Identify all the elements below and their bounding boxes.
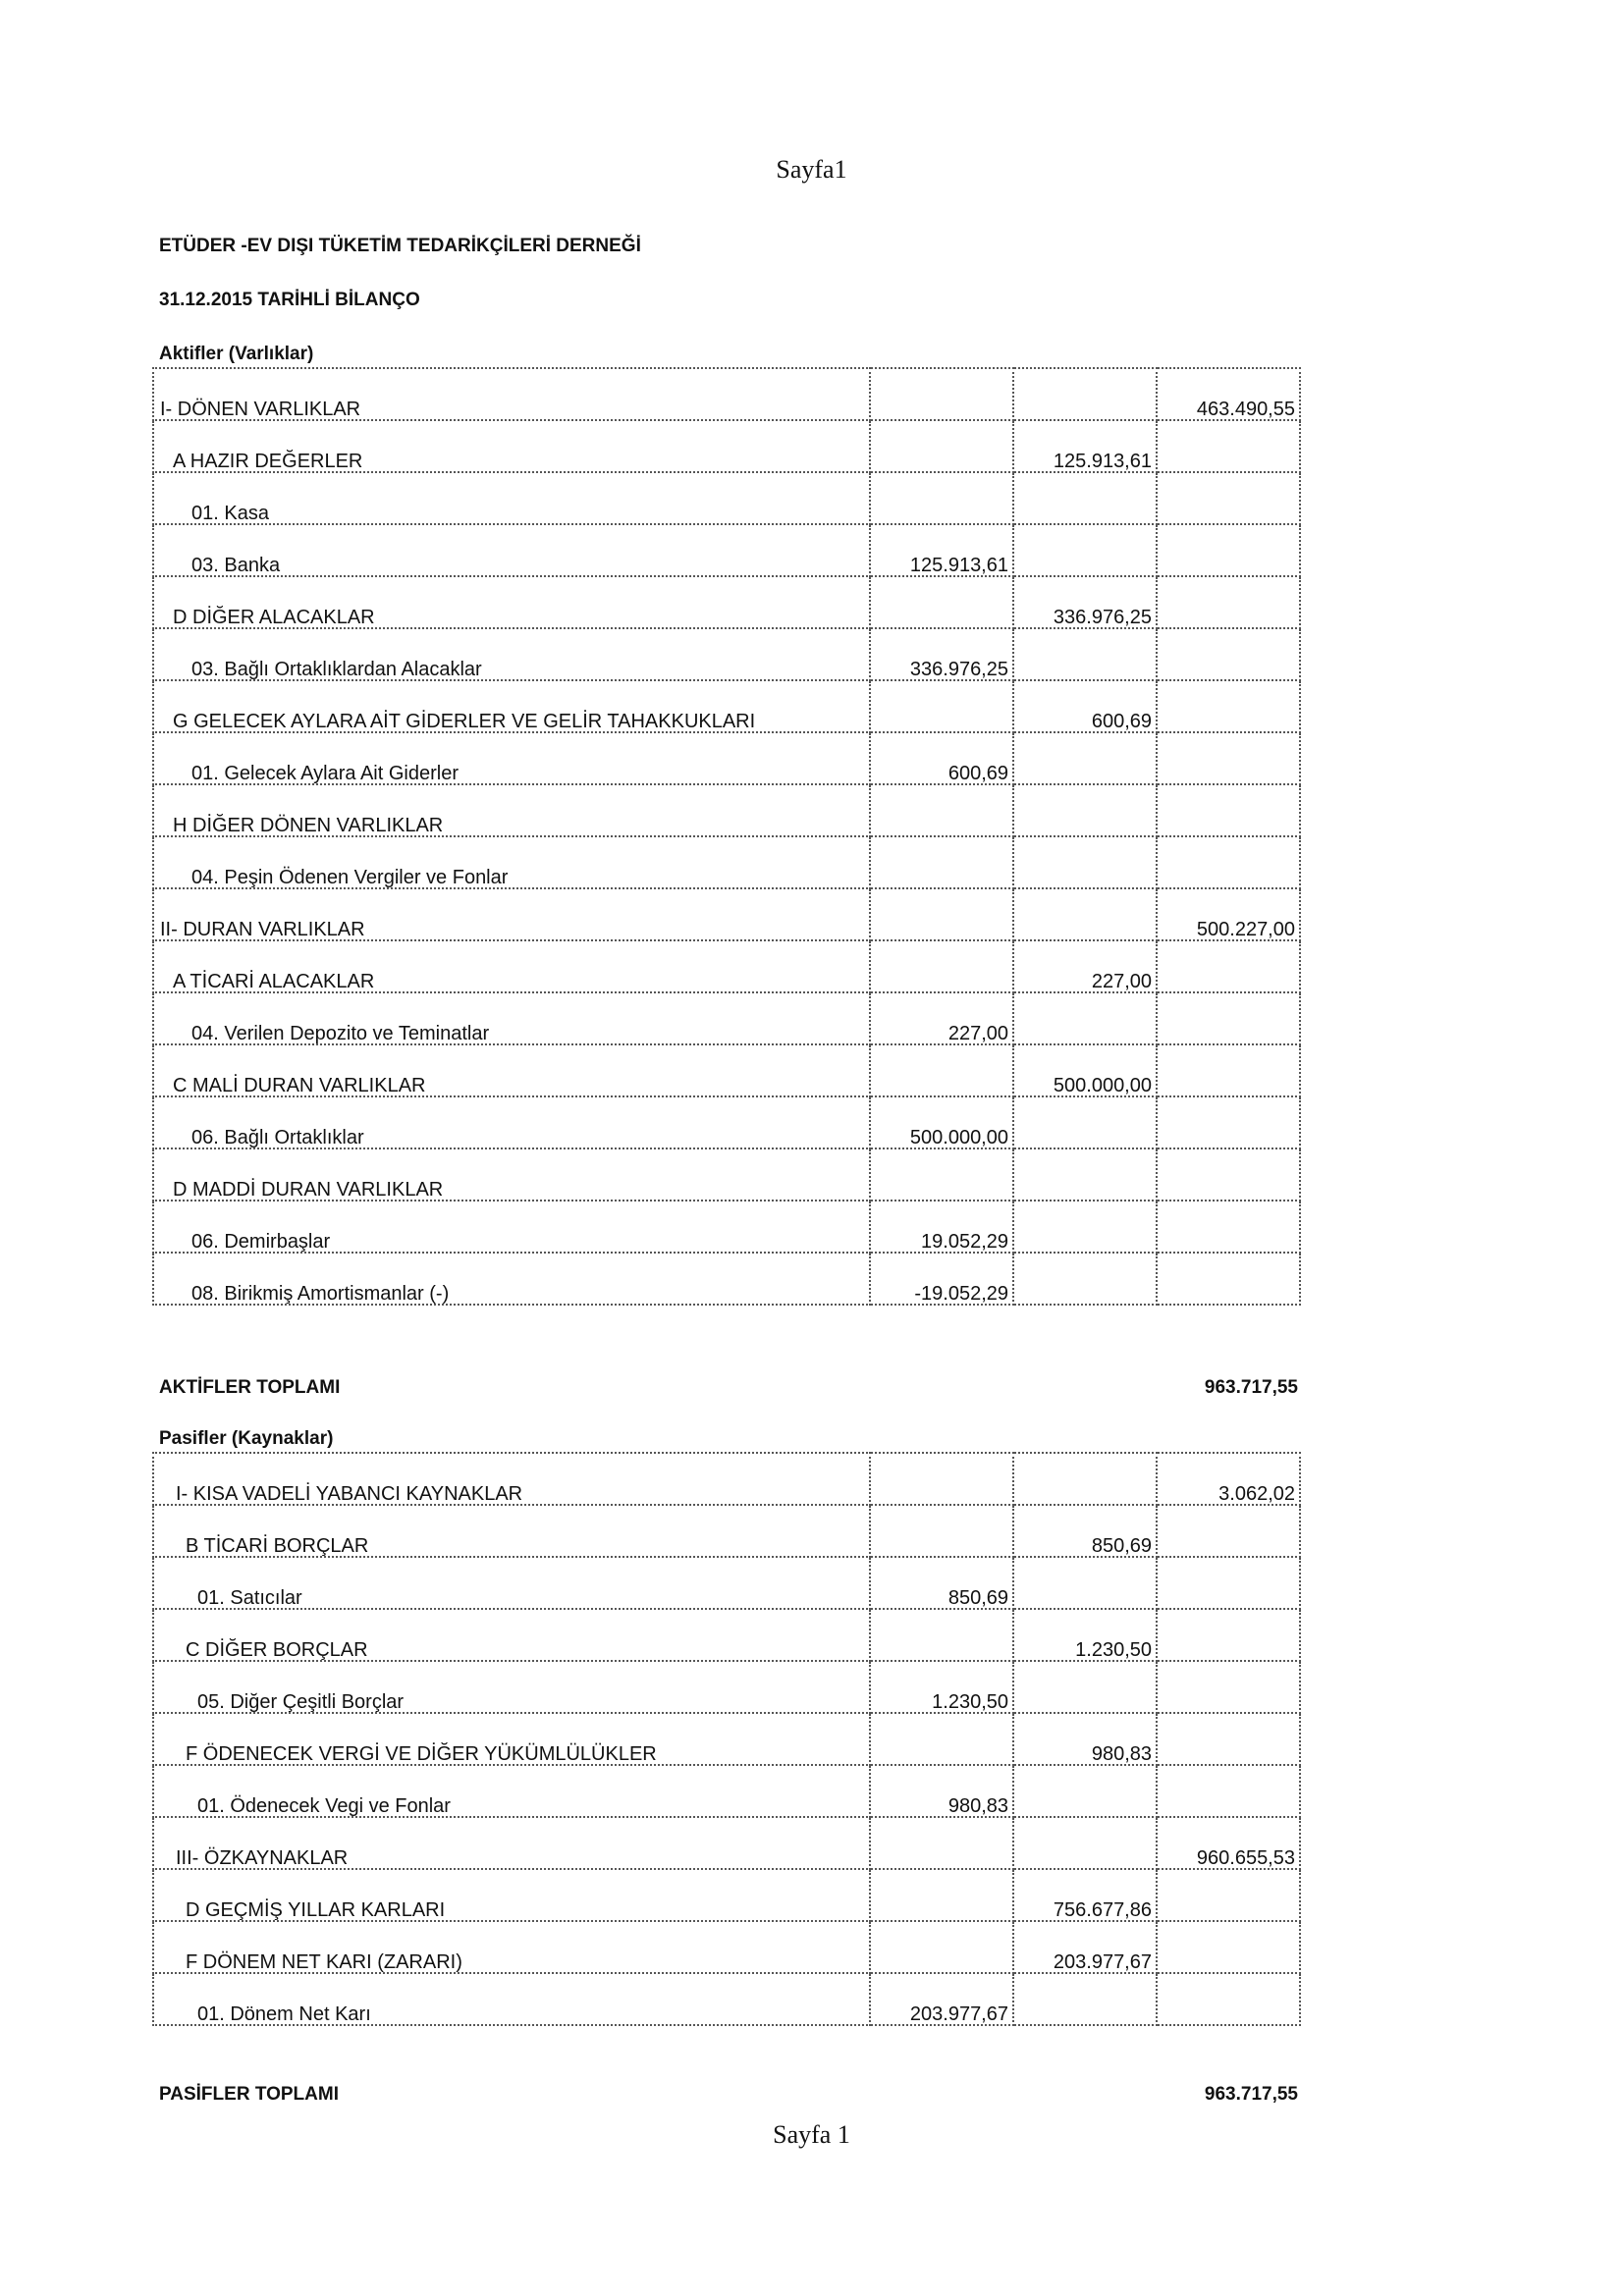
row-label: II- DURAN VARLIKLAR <box>153 888 870 940</box>
row-label: 01. Ödenecek Vegi ve Fonlar <box>153 1765 870 1817</box>
table-row <box>153 368 1300 420</box>
table-row <box>153 1817 1300 1869</box>
row-label: I- DÖNEN VARLIKLAR <box>153 368 870 420</box>
table-row <box>153 1609 1300 1661</box>
table-row <box>153 940 1300 992</box>
group-value <box>1013 368 1157 420</box>
table-row <box>153 992 1300 1044</box>
table-row <box>153 1765 1300 1817</box>
sub-account-value <box>870 784 1013 836</box>
table-row <box>153 732 1300 784</box>
row-label: 03. Banka <box>153 524 870 576</box>
group-value: 500.000,00 <box>1013 1044 1157 1096</box>
sub-account-value <box>870 1505 1013 1557</box>
group-value <box>1013 628 1157 680</box>
section-value <box>1157 836 1300 888</box>
liabilities-total <box>159 2084 1298 2106</box>
section-value <box>1157 784 1300 836</box>
group-value: 850,69 <box>1013 1505 1157 1557</box>
group-value <box>1013 1973 1157 2025</box>
group-value: 980,83 <box>1013 1713 1157 1765</box>
row-label: 04. Peşin Ödenen Vergiler ve Fonlar <box>153 836 870 888</box>
row-label: D DİĞER ALACAKLAR <box>153 576 870 628</box>
sub-account-value <box>870 472 1013 524</box>
section-value: 960.655,53 <box>1157 1817 1300 1869</box>
group-value <box>1013 472 1157 524</box>
table-row <box>153 1973 1300 2025</box>
row-label: I- KISA VADELİ YABANCI KAYNAKLAR <box>153 1453 870 1505</box>
section-value <box>1157 1044 1300 1096</box>
table-row <box>153 680 1300 732</box>
liabilities-table <box>152 1452 1301 2026</box>
section-value <box>1157 992 1300 1044</box>
group-value <box>1013 784 1157 836</box>
sub-account-value <box>870 1453 1013 1505</box>
row-label: 03. Bağlı Ortaklıklardan Alacaklar <box>153 628 870 680</box>
table-row <box>153 1557 1300 1609</box>
group-value: 125.913,61 <box>1013 420 1157 472</box>
table-row <box>153 420 1300 472</box>
liabilities-total-label: PASİFLER TOPLAMI <box>159 2084 339 2105</box>
group-value <box>1013 1096 1157 1148</box>
sub-account-value: 336.976,25 <box>870 628 1013 680</box>
row-label: 01. Dönem Net Karı <box>153 1973 870 2025</box>
row-label: 06. Demirbaşlar <box>153 1201 870 1253</box>
sub-account-value: 500.000,00 <box>870 1096 1013 1148</box>
table-row <box>153 784 1300 836</box>
section-value <box>1157 1921 1300 1973</box>
section-value <box>1157 1253 1300 1305</box>
row-label: F ÖDENECEK VERGİ VE DİĞER YÜKÜMLÜLÜKLER <box>153 1713 870 1765</box>
row-label: D GEÇMİŞ YILLAR KARLARI <box>153 1869 870 1921</box>
row-label: 01. Gelecek Aylara Ait Giderler <box>153 732 870 784</box>
table-row <box>153 628 1300 680</box>
group-value <box>1013 1817 1157 1869</box>
liabilities-total-value: 963.717,55 <box>1204 2084 1298 2105</box>
row-label: 01. Satıcılar <box>153 1557 870 1609</box>
section-value <box>1157 1148 1300 1201</box>
sub-account-value: 850,69 <box>870 1557 1013 1609</box>
assets-total-label: AKTİFLER TOPLAMI <box>159 1377 341 1398</box>
group-value: 336.976,25 <box>1013 576 1157 628</box>
group-value <box>1013 1765 1157 1817</box>
sub-account-value <box>870 420 1013 472</box>
document-title: 31.12.2015 TARİHLİ BİLANÇO <box>159 290 420 310</box>
row-label: A TİCARİ ALACAKLAR <box>153 940 870 992</box>
row-label: H DİĞER DÖNEN VARLIKLAR <box>153 784 870 836</box>
sub-account-value: 227,00 <box>870 992 1013 1044</box>
group-value: 203.977,67 <box>1013 1921 1157 1973</box>
group-value: 756.677,86 <box>1013 1869 1157 1921</box>
row-label: 04. Verilen Depozito ve Teminatlar <box>153 992 870 1044</box>
assets-heading: Aktifler (Varlıklar) <box>159 344 314 364</box>
liabilities-heading: Pasifler (Kaynaklar) <box>159 1428 334 1449</box>
page-number: Sayfa 1 <box>773 2120 850 2149</box>
sub-account-value <box>870 1921 1013 1973</box>
sub-account-value <box>870 888 1013 940</box>
group-value <box>1013 1148 1157 1201</box>
section-value <box>1157 1661 1300 1713</box>
table-row <box>153 1505 1300 1557</box>
group-value <box>1013 524 1157 576</box>
sub-account-value <box>870 836 1013 888</box>
section-value <box>1157 1201 1300 1253</box>
section-value <box>1157 1765 1300 1817</box>
row-label: G GELECEK AYLARA AİT GİDERLER VE GELİR TAHAKKUKLARI <box>153 680 870 732</box>
sub-account-value <box>870 1609 1013 1661</box>
sub-account-value <box>870 940 1013 992</box>
row-label: 06. Bağlı Ortaklıklar <box>153 1096 870 1148</box>
assets-table <box>152 367 1301 1306</box>
table-row <box>153 1869 1300 1921</box>
group-value <box>1013 836 1157 888</box>
section-value <box>1157 732 1300 784</box>
group-value <box>1013 1253 1157 1305</box>
section-value <box>1157 524 1300 576</box>
assets-total-value: 963.717,55 <box>1204 1377 1298 1398</box>
sub-account-value <box>870 576 1013 628</box>
section-value <box>1157 1609 1300 1661</box>
section-value <box>1157 1557 1300 1609</box>
table-row <box>153 472 1300 524</box>
table-row <box>153 1096 1300 1148</box>
group-value <box>1013 732 1157 784</box>
table-row <box>153 1148 1300 1201</box>
group-value <box>1013 992 1157 1044</box>
sheet-name: Sayfa1 <box>776 155 847 184</box>
group-value: 227,00 <box>1013 940 1157 992</box>
table-row <box>153 1713 1300 1765</box>
section-value: 463.490,55 <box>1157 368 1300 420</box>
group-value: 600,69 <box>1013 680 1157 732</box>
group-value: 1.230,50 <box>1013 1609 1157 1661</box>
row-label: C MALİ DURAN VARLIKLAR <box>153 1044 870 1096</box>
section-value <box>1157 940 1300 992</box>
group-value <box>1013 1661 1157 1713</box>
section-value <box>1157 1869 1300 1921</box>
sub-account-value: 125.913,61 <box>870 524 1013 576</box>
sub-account-value <box>870 1044 1013 1096</box>
section-value <box>1157 1096 1300 1148</box>
group-value <box>1013 888 1157 940</box>
sub-account-value: 203.977,67 <box>870 1973 1013 2025</box>
row-label: B TİCARİ BORÇLAR <box>153 1505 870 1557</box>
row-label: 08. Birikmiş Amortismanlar (-) <box>153 1253 870 1305</box>
row-label: 05. Diğer Çeşitli Borçlar <box>153 1661 870 1713</box>
group-value <box>1013 1201 1157 1253</box>
section-value <box>1157 628 1300 680</box>
row-label: F DÖNEM NET KARI (ZARARI) <box>153 1921 870 1973</box>
sub-account-value <box>870 368 1013 420</box>
sub-account-value <box>870 1713 1013 1765</box>
table-row <box>153 888 1300 940</box>
sub-account-value <box>870 1869 1013 1921</box>
sub-account-value: 600,69 <box>870 732 1013 784</box>
row-label: III- ÖZKAYNAKLAR <box>153 1817 870 1869</box>
table-row <box>153 1661 1300 1713</box>
row-label: 01. Kasa <box>153 472 870 524</box>
table-row <box>153 1044 1300 1096</box>
assets-total <box>159 1377 1298 1399</box>
sub-account-value <box>870 1148 1013 1201</box>
group-value <box>1013 1557 1157 1609</box>
table-row <box>153 1201 1300 1253</box>
section-value <box>1157 472 1300 524</box>
sub-account-value: 19.052,29 <box>870 1201 1013 1253</box>
table-row <box>153 836 1300 888</box>
section-value <box>1157 1713 1300 1765</box>
table-row <box>153 1921 1300 1973</box>
sub-account-value <box>870 680 1013 732</box>
table-row <box>153 1253 1300 1305</box>
section-value <box>1157 1973 1300 2025</box>
organization-name: ETÜDER -EV DIŞI TÜKETİM TEDARİKÇİLERİ DERNEĞİ <box>159 236 641 256</box>
section-value <box>1157 680 1300 732</box>
section-value <box>1157 576 1300 628</box>
table-row <box>153 576 1300 628</box>
table-row <box>153 1453 1300 1505</box>
sub-account-value <box>870 1817 1013 1869</box>
section-value <box>1157 1505 1300 1557</box>
group-value <box>1013 1453 1157 1505</box>
table-row <box>153 524 1300 576</box>
section-value <box>1157 420 1300 472</box>
sub-account-value: 980,83 <box>870 1765 1013 1817</box>
section-value: 3.062,02 <box>1157 1453 1300 1505</box>
sub-account-value: 1.230,50 <box>870 1661 1013 1713</box>
section-value: 500.227,00 <box>1157 888 1300 940</box>
row-label: A HAZIR DEĞERLER <box>153 420 870 472</box>
row-label: D MADDİ DURAN VARLIKLAR <box>153 1148 870 1201</box>
sub-account-value: -19.052,29 <box>870 1253 1013 1305</box>
row-label: C DİĞER BORÇLAR <box>153 1609 870 1661</box>
